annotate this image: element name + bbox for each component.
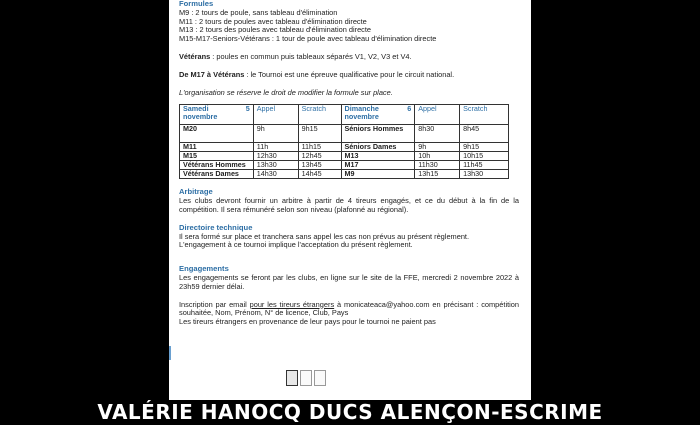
appel-header: Appel [415, 105, 460, 125]
time-cell: 14h30 [253, 170, 298, 179]
category-cell: Séniors Dames [341, 143, 415, 152]
time-cell: 12h30 [253, 152, 298, 161]
scratch-header: Scratch [460, 105, 509, 125]
category-cell: M11 [180, 143, 254, 152]
time-cell: 14h45 [298, 170, 341, 179]
directoire-line: Il sera formé sur place et tranchera sans appel les cas non prévus au présent règlement. [179, 231, 470, 241]
scroll-marker[interactable] [169, 346, 171, 360]
time-cell: 12h45 [298, 152, 341, 161]
category-cell: M13 [341, 152, 415, 161]
formule-line: M9 : 2 tours de poule, sans tableau d'élimination [179, 7, 338, 17]
category-cell: M20 [180, 125, 254, 143]
time-cell: 10h [415, 152, 460, 161]
time-cell: 11h15 [298, 143, 341, 152]
document-content [179, 0, 519, 327]
category-cell: Vétérans Hommes [180, 161, 254, 170]
category-cell: M9 [341, 170, 415, 179]
formules-heading: Formules [179, 0, 214, 8]
table-row [180, 170, 509, 179]
formule-line: M15-M17-Seniors-Vétérans : 1 tour de poule avec tableau d'élimination directe [179, 34, 437, 44]
directoire-line: L'engagement à ce tournoi implique l'acceptation du présent règlement. [179, 240, 413, 250]
email-instructions: Inscription par email pour les tireurs étrangers à monicateaca@yahoo.com en précisant : compétition souhaitée, Nom, Prénom, N° de licence, Club, Pays [179, 299, 520, 318]
table-row [180, 143, 509, 152]
day1-header: 5 Samedi novembre [180, 105, 254, 125]
time-cell: 8h30 [415, 125, 460, 143]
document-page [169, 0, 531, 400]
directoire-heading: Directoire technique [179, 222, 253, 232]
schedule-table [179, 104, 509, 179]
category-cell: M15 [180, 152, 254, 161]
overlay-caption: VALÉRIE HANOCQ DUCS ALENÇON-ESCRIME [97, 400, 603, 424]
time-cell: 11h45 [460, 161, 509, 170]
arbitrage-heading: Arbitrage [179, 187, 213, 197]
time-cell: 11h [253, 143, 298, 152]
time-cell: 13h45 [298, 161, 341, 170]
category-cell: Séniors Hommes [341, 125, 415, 143]
category-cell: M17 [341, 161, 415, 170]
schedule-header-row [180, 105, 509, 125]
time-cell: 11h30 [415, 161, 460, 170]
table-row [180, 125, 509, 143]
engagements-heading: Engagements [179, 264, 229, 274]
page-thumbnail[interactable] [314, 370, 326, 386]
category-cell: Vétérans Dames [180, 170, 254, 179]
engagements-text: Les engagements se feront par les clubs, en ligne sur le site de la FFE, mercredi 2 novembre 2022 à 23h59 dernier délai. [179, 272, 519, 291]
foreign-link[interactable]: pour les tireurs étrangers [249, 299, 335, 309]
time-cell: 13h15 [415, 170, 460, 179]
veterans-note: Vétérans : poules en commun puis tableaux séparés V1, V2, V3 et V4. [179, 51, 412, 61]
m17-note: De M17 à Vétérans : le Tournoi est une épreuve qualificative pour le circuit national. [179, 69, 455, 79]
page-thumbnail[interactable] [286, 370, 298, 386]
time-cell: 13h30 [460, 170, 509, 179]
time-cell: 9h15 [298, 125, 341, 143]
time-cell: 8h45 [460, 125, 509, 143]
time-cell: 10h15 [460, 152, 509, 161]
time-cell: 9h15 [460, 143, 509, 152]
foreign-note: Les tireurs étrangers en provenance de leur pays pour le tournoi ne paient pas [179, 317, 436, 327]
arbitrage-text: Les clubs devront fournir un arbitre à partir de 4 tireurs engagés, et ce du début à la fin de la compétition. Il sera rémunéré selon son niveau (plafonné au régional). [179, 196, 519, 214]
scratch-header: Scratch [298, 105, 341, 125]
time-cell: 13h30 [253, 161, 298, 170]
page-thumbnails [286, 370, 326, 388]
organisation-note: L'organisation se réserve le droit de modifier la formule sur place. [179, 87, 393, 97]
appel-header: Appel [253, 105, 298, 125]
day2-header: 6 Dimanche novembre [341, 105, 415, 125]
page-thumbnail[interactable] [300, 370, 312, 386]
time-cell: 9h [415, 143, 460, 152]
formule-line: M11 : 2 tours de poules avec tableau d'élimination directe [179, 16, 367, 26]
time-cell: 9h [253, 125, 298, 143]
formule-line: M13 : 2 tours des poules avec tableau d'élimination directe [179, 25, 372, 35]
